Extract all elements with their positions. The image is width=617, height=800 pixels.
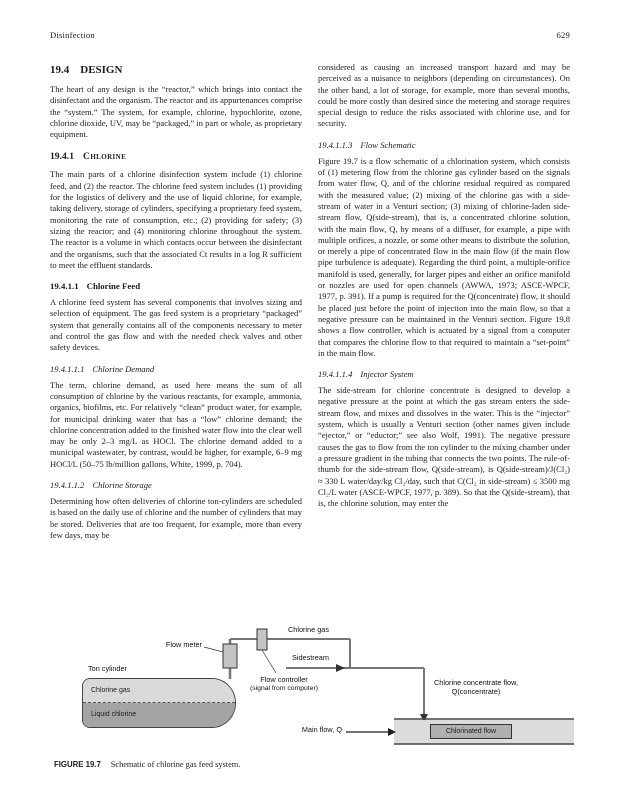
- heading-title: Chlorine Storage: [92, 480, 152, 491]
- paragraph-injector-system: The side-stream for chlorine concentrate is designed to develop a negative pressure at the point at which the gas stream enters the side-stream flow, and mixes and dissolves in the water. This is the “injector” system, which is usually a Venturi section (other names given include “ejector,” or “eductor;” see also Wolf, 1991). The negative pressure causes the gas to flow from the ton cylinder to the mixing chamber under a pressure gradient in the tubing that connects the two points. The rule-of-thumb for the side-stream flow, Q(side-stream), is Q(side-stream)/J(Cl₂) ≈ 330 L water/day/kg Cl₂/day, such that C(Cl₂ in side-stream) ≤ 3500 mg Cl₂/L water (ASCE-WPCF, 1977, p. 389). So that the Q(side-stream), that is, the chlorine solution, may enter the: [318, 385, 570, 509]
- paragraph-design: The heart of any design is the “reactor,” which brings into contact the disinfectant and the organism. The reactor and its appurtenances comprise the “system.” The system, for example, chlorine, hypochlorite, ozone, chlorine dioxide, UV, may be “packaged,” in part or whole, as proprietary equipment.: [50, 84, 302, 140]
- page-number: 629: [556, 30, 570, 40]
- figure-caption: [54, 760, 570, 769]
- paragraph-chlorine: The main parts of a chlorine disinfection system include (1) chlorine feed, and (2) the reactor. The chlorine feed system includes (1) providing for the logistics of delivery and the use of liquid chlorine, for example, taking delivery, storage of cylinders, specifying a proprietary feed system, monitoring the rate of consumption, etc.; (2) providing for safety; (3) sizing the reactor; and (4) monitoring chlorine throughout the system. The reactor is a volume in which contacts occur between the disinfectant and the organisms, such that the associated Ct results in a log R sufficient to meet the effluent standards.: [50, 169, 303, 270]
- cylinder-liquid-section: Liquid chlorine: [83, 703, 235, 727]
- cylinder-gas-section: Chlorine gas: [83, 679, 235, 703]
- paragraph-flow-schematic: Figure 19.7 is a flow schematic of a chlorination system, which consists of (1) metering flow from the chlorine gas cylinder based on the signals from water flow, Q, and of the chlorine residual required as compared with the measured value; (2) mixing of the chlorine gas with a side-stream of water in a Venturi section; (3) mixing of chlorine-laden side-stream flow, Q(side-stream), that is, a concentrated chlorine solution, with the main flow, Q, by means of a diffuser, for example, a pipe with multiple orifices, a nozzle, or some other means to distribute the solution, or merely a pipe of concentrated flow in the main flow (if the main flow pipe turbulence is adequate). Regarding the third point, a multiple-orifice manifold is used, generally, for larger pipes and either an orifice manifold or nozzles are used for open channels (AWWA, 1973; ASCE-WPCF, 1977, p. 391). If a pump is required for the Q(concentrate) flow, it should be placed just before the point of injection into the main flow, so that a negative pressure can be maintained in the Venturi section. Figure 19.8 shows a flow controller, which is actuated by a signal from a computer that compares the chlorine flow to that required to maintain a “set-point” in the main flow.: [318, 155, 570, 358]
- caption-label: FIGURE 19.7: [54, 760, 101, 769]
- figure-schematic: [54, 622, 574, 750]
- section-heading-design: [50, 64, 302, 76]
- section-heading-chlorine-storage: [50, 480, 302, 490]
- heading-number: 19.4: [50, 64, 70, 76]
- heading-number: 19.4.1: [50, 151, 74, 163]
- ton-cylinder: [82, 678, 236, 728]
- label-main-flow: Main flow, Q: [301, 725, 342, 734]
- label-sidestream: Sidestream: [292, 653, 329, 662]
- heading-title: Chlorine Demand: [92, 363, 155, 374]
- label-flow-meter: Flow meter: [165, 640, 202, 649]
- heading-title: Flow Schematic: [360, 139, 416, 150]
- heading-title: DESIGN: [80, 64, 123, 76]
- section-heading-injector-system: [318, 369, 570, 379]
- heading-title: Chlorine: [82, 151, 127, 163]
- heading-number: 19.4.1.1.4: [318, 369, 353, 380]
- heading-title: Injector System: [360, 369, 414, 380]
- heading-title: Chlorine Feed: [86, 281, 141, 292]
- flow-controller-text: Flow controller: [260, 675, 308, 684]
- section-heading-chlorine-feed: [50, 281, 302, 291]
- running-head-title: Disinfection: [50, 30, 95, 40]
- flow-meter-shape: [223, 644, 237, 668]
- heading-number: 19.4.1.1.3: [318, 139, 353, 150]
- paragraph-storage-continued: considered as causing an increased transport hazard and may be perceived as a nuisance to neighbors (depending on circumstances). On the other hand, a lot of storage, for example, more than several months, could be more costly than desired since the metering and storage requires special design to reduce the risks associated with chlorine use, and for security.: [318, 62, 570, 129]
- label-concentrate-flow: Chlorine concentrate flow, Q(concentrate): [434, 678, 518, 696]
- chlorinated-flow-box: Chlorinated flow: [430, 724, 512, 739]
- flow-controller-subtext: (signal from computer): [250, 685, 318, 692]
- heading-number: 19.4.1.1.1: [50, 363, 85, 374]
- label-flow-controller: [222, 675, 346, 693]
- flow-controller-shape: [257, 629, 267, 650]
- running-header: [50, 30, 570, 40]
- section-heading-flow-schematic: [318, 140, 570, 150]
- heading-number: 19.4.1.1: [50, 281, 79, 292]
- flow-meter-pointer: [204, 647, 223, 652]
- paragraph-chlorine-storage: Determining how often deliveries of chlorine ton-cylinders are scheduled is based on the daily use of chlorine and the number of cylinders that may be stored. Deliveries that are too frequent, for example, more than every few days, may be: [50, 496, 302, 540]
- left-column: [50, 62, 302, 614]
- section-heading-chlorine-demand: [50, 364, 302, 374]
- heading-number: 19.4.1.1.2: [50, 480, 85, 491]
- label-chlorine-gas-line: Chlorine gas: [288, 625, 329, 634]
- right-column: [318, 62, 570, 614]
- paragraph-chlorine-demand: The term, chlorine demand, as used here means the sum of all consumption of chlorine by the various reactants, for example, ammonia, organics, biofilms, etc. For relatively “clean” product water, for example, for municipal drinking water that has a “low” chlorine demand; the chlorine concentration added to the finished water flow into the clear well may be only 2–3 mg/L as HOCl. The chlorine demand added to a municipal wastewater, by contrast, would be higher, for example, 6–9 mg HOCl/L (50–75 lb/million gallons, White, 1999, p. 704).: [50, 379, 302, 469]
- flow-controller-pointer: [262, 650, 276, 673]
- label-ton-cylinder: Ton cylinder: [88, 664, 127, 673]
- section-heading-chlorine: [50, 151, 302, 162]
- two-column-body: [50, 62, 570, 614]
- caption-text: Schematic of chlorine gas feed system.: [110, 760, 241, 769]
- sidestream-arrowhead: [336, 664, 345, 672]
- paragraph-chlorine-feed: A chlorine feed system has several components that involves sizing and selection of equipment. The gas feed system is a proprietary “packaged” system that generally contains all of the components necessary to meter and control the gas flow and with the needed check valves and other safety devices.: [50, 297, 302, 353]
